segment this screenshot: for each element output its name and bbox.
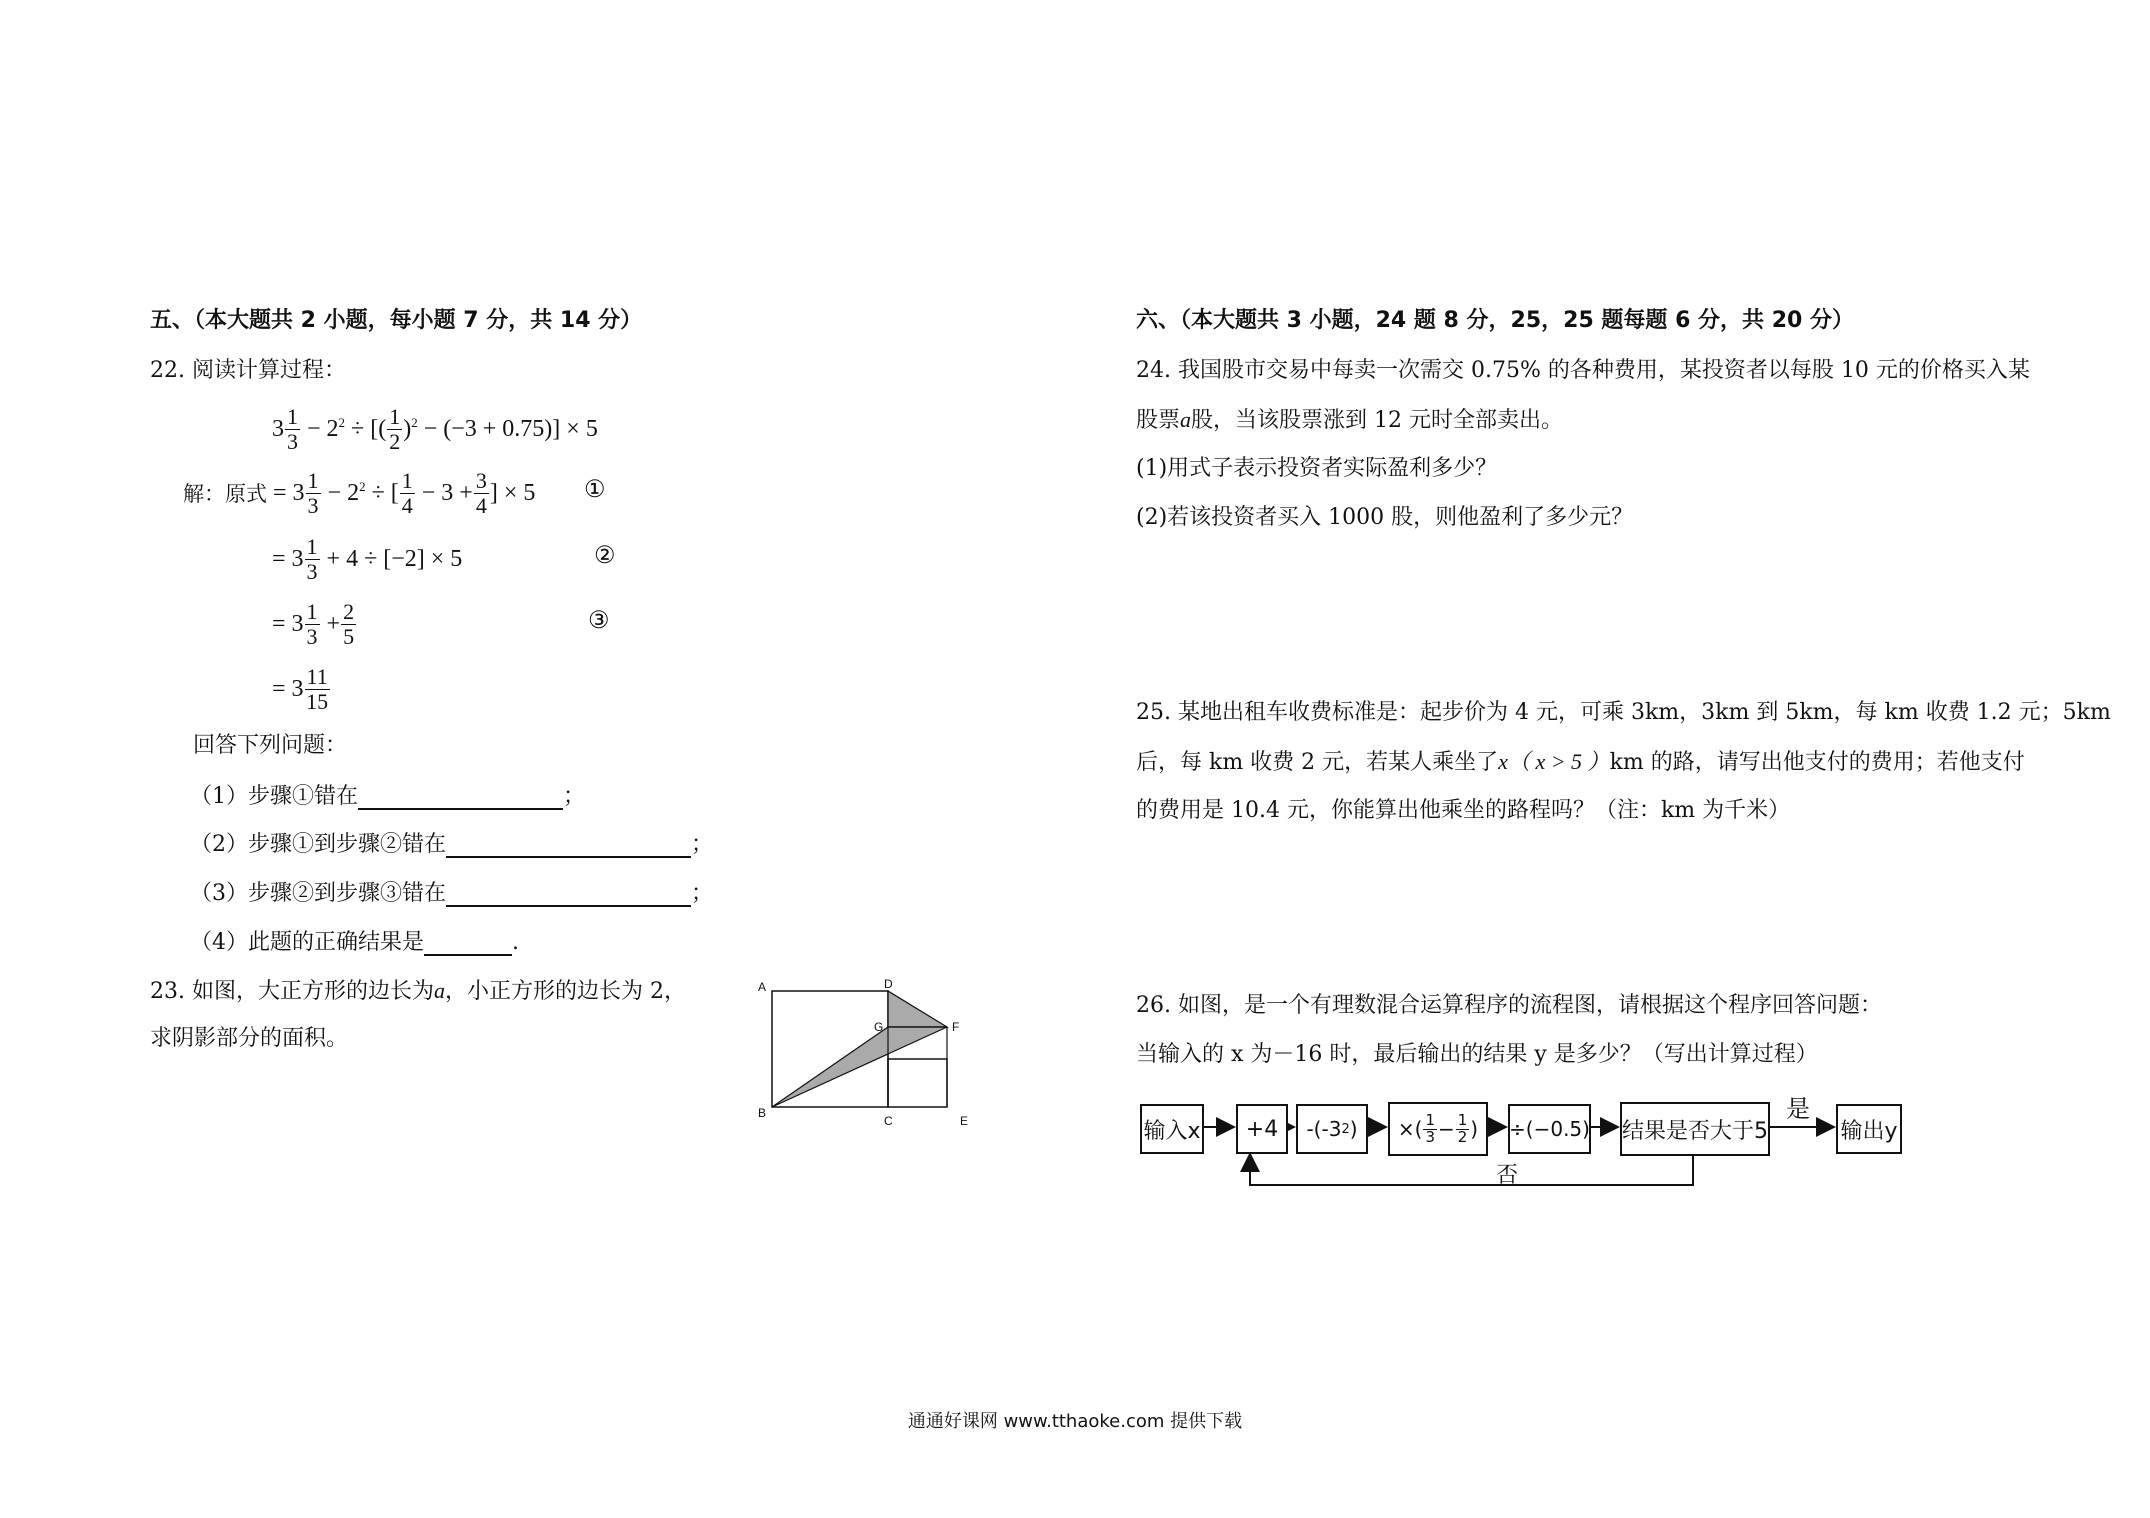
solution-label: 解：原式 xyxy=(183,482,267,506)
section5-title: 五、（本大题共 2 小题，每小题 7 分，共 14 分） xyxy=(150,308,643,333)
q22-expression: 3 $\frac{1}{3}$ − $2^2$ ÷ [( $\frac{1}{2}$ )$^2$ − (−3 + 0.75)] × 5 xyxy=(272,404,598,454)
q25-line1: 25. 某地出租车收费标准是：起步价为 4 元，可乘 3km，3km 到 5km，每 km 收费 1.2 元；5km xyxy=(1136,700,2111,725)
q22-prompt: 22. 阅读计算过程： xyxy=(150,358,346,383)
answer-blank-1[interactable] xyxy=(358,782,563,810)
flow-input-box: 输入x xyxy=(1140,1104,1204,1154)
q26-line1: 26. 如图，是一个有理数混合运算程序的流程图，请根据这个程序回答问题： xyxy=(1136,993,1882,1018)
q22-sub1: （1）步骤①错在 ； xyxy=(190,784,586,809)
label-A: A xyxy=(758,980,767,994)
q23-line2: 求阴影部分的面积。 xyxy=(150,1026,349,1051)
label-G: G xyxy=(874,1020,884,1034)
flow-neg-square-box: -(-3 2 ) xyxy=(1296,1104,1368,1154)
q22-sub2: （2）步骤①到步骤②错在 ； xyxy=(190,832,714,857)
answer-blank-2[interactable] xyxy=(446,830,691,858)
q24-sub1: (1)用式子表示投资者实际盈利多少？ xyxy=(1136,456,1498,481)
footer-credit: 通通好课网 www.tthaoke.com 提供下载 xyxy=(907,1411,1243,1432)
q22-step4: = 3 $\frac{11}{15}$ xyxy=(272,664,329,714)
answer-blank-3[interactable] xyxy=(446,879,691,907)
marker-2: ② xyxy=(594,541,616,569)
label-B: B xyxy=(758,1106,767,1120)
q26-flowchart xyxy=(1136,1090,1916,1200)
q25-line3: 的费用是 10.4 元，你能算出他乘坐的路程吗？（注：km 为千米） xyxy=(1136,798,1791,823)
label-D: D xyxy=(884,977,893,991)
flow-decision-box: 结果是否大于5 xyxy=(1620,1102,1770,1156)
q22-step2: = 3 $\frac{1}{3}$ + 4 ÷ [−2] × 5 xyxy=(272,534,463,584)
marker-1: ① xyxy=(584,475,606,503)
flow-output-box: 输出y xyxy=(1836,1104,1902,1154)
section6-title: 六、（本大题共 3 小题，24 题 8 分，25，25 题每题 6 分，共 20 分） xyxy=(1136,308,1854,333)
label-F: F xyxy=(952,1020,960,1034)
q24-line2: 股票a股，当该股票涨到 12 元时全部卖出。 xyxy=(1136,407,1563,433)
q23-line1: 23. 如图，大正方形的边长为a，小正方形的边长为 2， xyxy=(150,978,686,1004)
flow-divide-box: ÷(−0.5) xyxy=(1508,1104,1591,1154)
flow-yes-label: 是 xyxy=(1786,1095,1810,1123)
q24-line1: 24. 我国股市交易中每卖一次需交 0.75% 的各种费用，某投资者以每股 10 元的价格买入某 xyxy=(1136,358,2030,383)
q23-square-figure xyxy=(752,975,982,1135)
q22-step1: 解：原式 = 3 $\frac{1}{3}$ − $2^2$ ÷ [ $\frac{1}{4}$ − 3 + $\frac{3}{4}$ ] × 5 xyxy=(183,468,536,518)
flow-plus4-box: +4 xyxy=(1236,1104,1288,1154)
label-E: E xyxy=(960,1114,969,1128)
flow-no-label: 否 xyxy=(1496,1163,1519,1188)
label-C: C xyxy=(884,1114,893,1128)
flow-multiply-box: ×( $\frac{1}{3}$ − $\frac{1}{2}$ ) xyxy=(1388,1102,1488,1156)
q22-step3: = 3 $\frac{1}{3}$ + $\frac{2}{5}$ xyxy=(272,599,355,649)
q25-line2: 后，每 km 收费 2 元，若某人乘坐了x（ x > 5 ）km 的路，请写出他支付的费用；若他支付 xyxy=(1136,749,2025,775)
q22-intro: 回答下列问题： xyxy=(193,733,348,758)
marker-3: ③ xyxy=(588,606,610,634)
q24-sub2: (2)若该投资者买入 1000 股，则他盈利了多少元？ xyxy=(1136,505,1634,530)
q22-sub3: （3）步骤②到步骤③错在 ； xyxy=(190,881,714,906)
answer-blank-4[interactable] xyxy=(424,928,512,956)
q26-line2: 当输入的 x 为－16 时，最后输出的结果 y 是多少？（写出计算过程） xyxy=(1136,1042,1818,1067)
q22-sub4: （4）此题的正确结果是 . xyxy=(190,930,519,955)
